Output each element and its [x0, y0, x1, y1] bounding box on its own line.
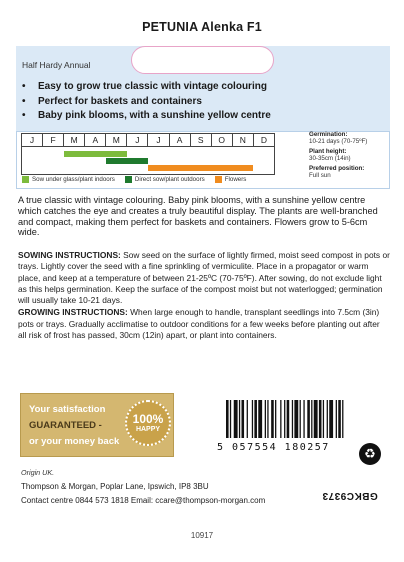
- legend-swatch-sow-outdoors: [125, 176, 132, 183]
- height-value: 30-35cm (14in): [309, 155, 351, 163]
- legend-swatch-flowers: [215, 176, 222, 183]
- recycle-icon: ♻: [359, 443, 381, 465]
- legend-label: Flowers: [224, 176, 247, 183]
- variety-pill: [131, 46, 274, 74]
- growing-heading: GROWING INSTRUCTIONS:: [18, 307, 128, 318]
- month-label: A: [85, 134, 106, 146]
- month-label: M: [106, 134, 127, 146]
- contact-info: Contact centre 0844 573 1818 Email: ccare@thompson-morgan.com: [21, 496, 266, 505]
- company-address: Thompson & Morgan, Poplar Lane, Ipswich, IP8 3BU: [21, 482, 209, 491]
- calendar-legend: [22, 176, 246, 183]
- hardiness-label: Half Hardy Annual: [22, 60, 91, 70]
- germination-value: 10-21 days (70-75ºF): [309, 138, 368, 146]
- month-label: F: [43, 134, 64, 146]
- product-title: PETUNIA Alenka F1: [142, 20, 262, 34]
- guarantee-text: [29, 402, 119, 450]
- position-value: Full sun: [309, 172, 331, 180]
- feature-list: [20, 80, 271, 124]
- product-code: GBKC9373: [322, 490, 378, 501]
- barcode-number: 5 057554 180257: [217, 442, 330, 453]
- calendar-bar: [106, 158, 148, 164]
- sowing-instructions: [18, 250, 390, 306]
- feature-item: • Easy to grow true classic with vintage colouring: [20, 80, 271, 95]
- month-label: D: [260, 135, 267, 145]
- barcode-icon: [226, 400, 346, 438]
- month-label: J: [127, 134, 148, 146]
- legend-label: Sow under glass/plant indoors: [32, 176, 115, 183]
- month-label: A: [170, 134, 191, 146]
- position-label: Preferred position:: [309, 164, 365, 172]
- legend-swatch-sow-indoors: [22, 176, 29, 183]
- footer-number: 10917: [190, 531, 214, 540]
- calendar-bar: [148, 165, 253, 171]
- calendar-bars: [21, 147, 275, 175]
- guarantee-badge: [20, 393, 174, 457]
- growing-text: When large enough to handle, transplant seedlings into 7.5cm (3in) pots or trays. Gradually acclimatise to outdoor conditions for a few weeks before planting out after all risk of frost has passed, 30cm (12in) apart, or plant into containers.: [18, 307, 380, 341]
- height-label: Plant height:: [309, 147, 347, 155]
- guarantee-line: GUARANTEED -: [29, 420, 102, 431]
- calendar-months: [21, 133, 275, 147]
- month-label: N: [233, 134, 254, 146]
- origin-text: Origin UK.: [21, 468, 55, 477]
- month-label: J: [22, 134, 43, 146]
- feature-item: • Baby pink blooms, with a sunshine yellow centre: [20, 109, 271, 124]
- description: A true classic with vintage colouring. Baby pink blooms, with a sunshine yellow centre which catches the eye and creates a truly beautiful display. The plants are well-branched and compact, making them perfect for baskets and containers. Flowers grow to 5-6cm wide.: [18, 195, 378, 238]
- sowing-text: Sow seed on the surface of lightly firmed, moist seed compost in pots or trays. Lightly cover the seed with a fine sprinkling of vermiculite. Place in a propagator or warm place, and keep at a temperature of between 21-25ºC (70-75ºF). After sowing, do not exclude light as this helps germination. Keep the surface of the compost moist but not waterlogged; germination will usually take 10-21 days.: [18, 250, 390, 306]
- growing-info: [309, 131, 367, 181]
- instructions: [18, 250, 390, 342]
- feature-item: • Perfect for baskets and containers: [20, 95, 271, 110]
- month-label: J: [148, 134, 169, 146]
- month-label: M: [64, 134, 85, 146]
- sowing-calendar: [21, 133, 275, 175]
- growing-instructions: [18, 307, 390, 341]
- month-label: O: [212, 134, 233, 146]
- month-label: S: [191, 134, 212, 146]
- germination-label: Germination:: [309, 131, 348, 138]
- guarantee-line: Your satisfaction: [29, 404, 106, 415]
- sowing-heading: SOWING INSTRUCTIONS:: [18, 250, 121, 260]
- guarantee-line: or your money back: [29, 436, 120, 447]
- legend-label: Direct sow/plant outdoors: [134, 176, 205, 183]
- seal-percent: 100%: [132, 411, 164, 426]
- calendar-bar: [64, 151, 127, 157]
- happy-seal-icon: [125, 400, 171, 446]
- seal-word: HAPPY: [135, 425, 161, 433]
